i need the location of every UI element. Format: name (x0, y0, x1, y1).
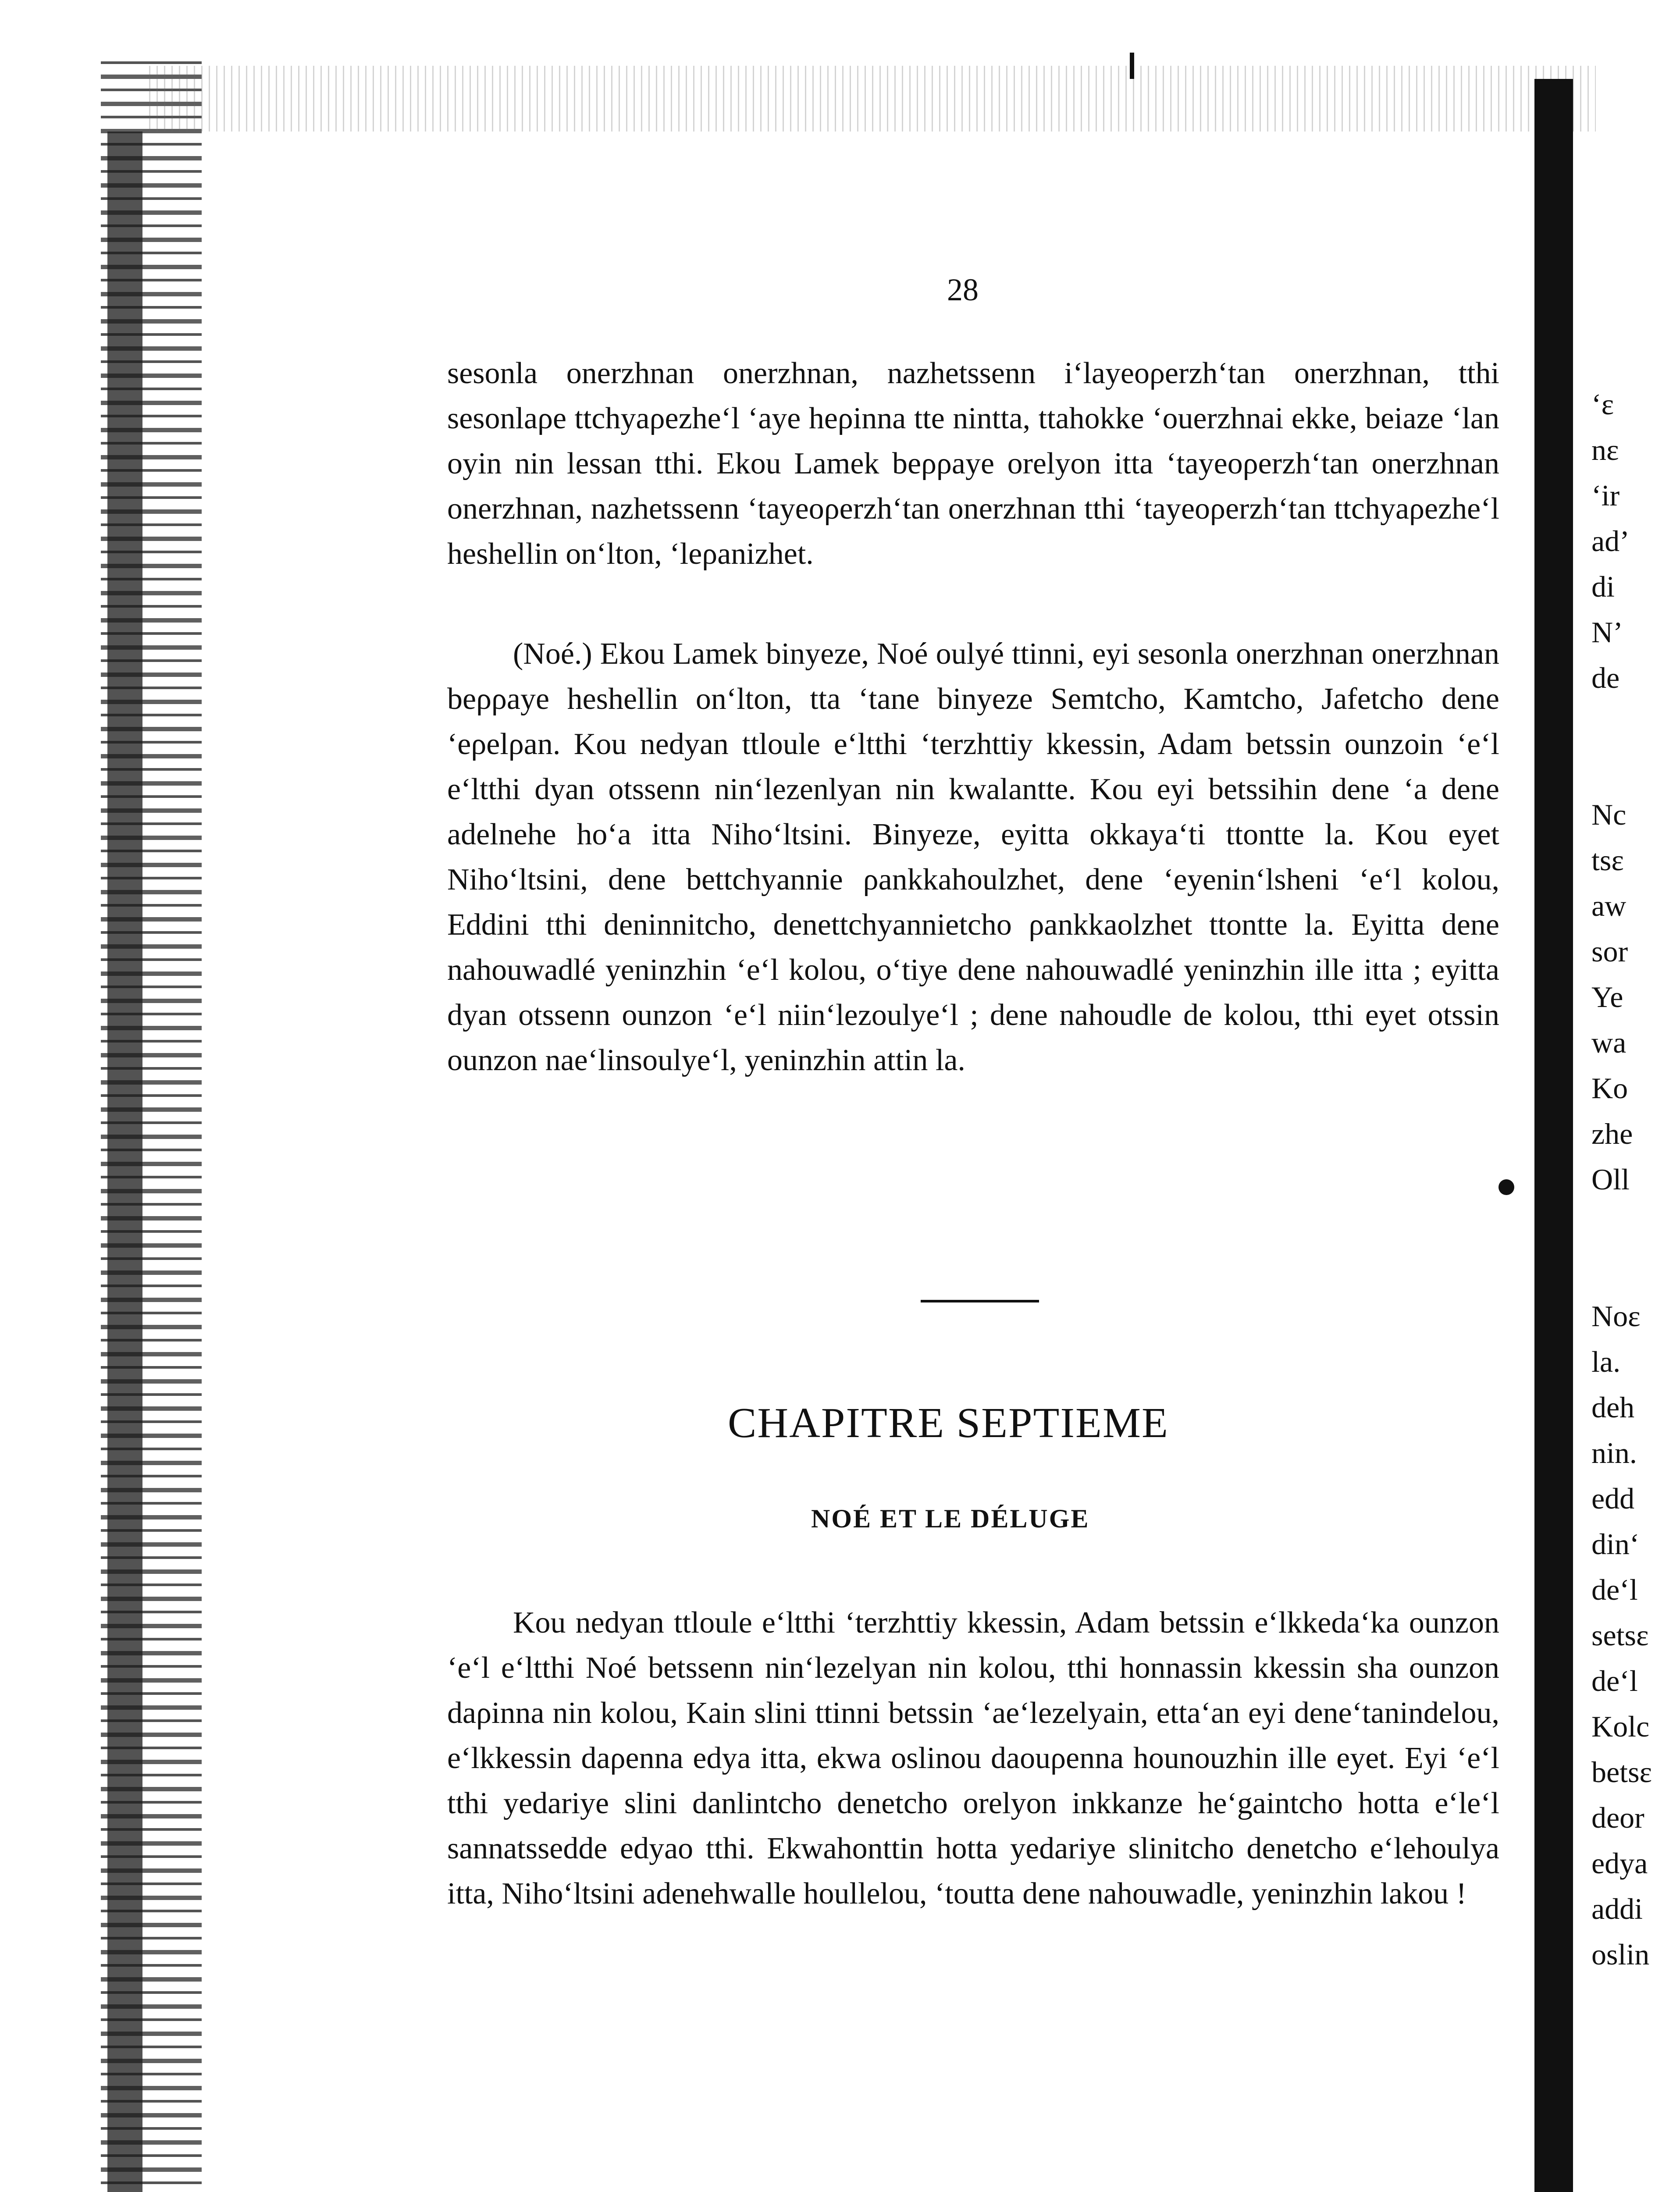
margin-fragment: la. (1591, 1345, 1621, 1378)
paragraph-text: Kou nedyan ttloule e‘ltthi ‘terzhttiy kkessin, Adam betssin e‘lkkeda‘ka ounzon ‘e‘l e‘ltthi Noé betssenn nin‘lezelyan nin kolou, tthi honnassin kkessin sha ounzon daρinna nin kolou, Kain slini ttinni betssin ‘ae‘lezelyain, etta‘an eyi dene‘tanindelou, e‘lkkessin daρenna edya itta, ekwa oslinou daouρenna hounouzhin ille eyet. Eyi ‘e‘l tthi yedariye slini danlintcho denetcho orelyon inkkanze he‘gaintcho hotta e‘le‘l sannatssedde edyao tthi. Ekwahonttin hotta yedariye slinitcho denetcho e‘lehoulya itta, Niho‘ltsini adenehwalle houllelou, ‘toutta dene nahouwadle, yeninzhin lakou ! (447, 1606, 1499, 1911)
margin-fragment: oslin (1591, 1938, 1650, 1971)
margin-fragment: de‘l (1591, 1664, 1638, 1697)
margin-fragment: ‘ɛ (1591, 388, 1614, 421)
margin-fragment: nin. (1591, 1436, 1637, 1470)
paragraph-2 (447, 631, 1499, 1083)
margin-fragment: ‘ir (1591, 479, 1620, 512)
margin-fragment: edd (1591, 1482, 1635, 1515)
binding-shadow-left (107, 132, 142, 2192)
binding-shadow-right (1534, 79, 1573, 2192)
paragraph-1 (447, 351, 1499, 576)
margin-fragment: adʼ (1591, 524, 1630, 558)
margin-fragment: Noɛ (1591, 1299, 1641, 1333)
margin-fragment: tsɛ (1591, 843, 1624, 877)
margin-fragment: de‘l (1591, 1573, 1638, 1606)
margin-fragment: setsɛ (1591, 1619, 1649, 1652)
margin-fragment: deor (1591, 1801, 1644, 1834)
margin-fragment: Oll (1591, 1163, 1630, 1196)
paragraph-text: (Noé.) Ekou Lamek binyeze, Noé oulyé ttinni, eyi sesonla onerzhnan onerzhnan beρρaye heshellin on‘lton, tta ‘tane binyeze Semtcho, Kamtcho, Jafetcho dene ‘eρelρan. Kou nedyan ttloule e‘ltthi ‘terzhttiy kkessin, Adam betssin ounzoin ‘e‘l e‘ltthi dyan otssenn nin‘lezenlyan nin kwalantte. Kou eyi betssihin dene ‘a dene adelnehe ho‘a itta Niho‘ltsini. Binyeze, eyitta okkaya‘ti ttontte la. Kou eyet Niho‘ltsini, dene bettchyannie ρankkahoulzhet, dene ‘eyenin‘lsheni ‘e‘l kolou, Eddini tthi deninnitcho, denettchyannietcho ρankkaolzhet ttontte la. Eyitta dene nahouwadlé yeninzhin ‘e‘l kolou, o‘tiye dene nahouwadlé yeninzhin ille itta ; eyitta dyan otssenn ounzon ‘e‘l niin‘lezoulye‘l ; dene nahoudle de kolou, tthi eyet otssin ounzon nae‘linsoulye‘l, yeninzhin attin la. (447, 637, 1499, 1077)
margin-fragment: Kolc (1591, 1710, 1650, 1743)
margin-fragment: Nc (1591, 798, 1627, 831)
chapter-subtitle: NOÉ ET LE DÉLUGE (811, 1504, 1090, 1533)
adjacent-page-fragments (1591, 381, 1679, 1977)
margin-gap (1591, 1202, 1679, 1293)
registration-mark-top (1130, 53, 1134, 79)
section-divider (921, 1300, 1039, 1302)
margin-fragment: betsɛ (1591, 1755, 1652, 1789)
margin-fragment: sor (1591, 935, 1628, 968)
margin-fragment: wa (1591, 1026, 1627, 1059)
chapter-title: CHAPITRE SEPTIEME (728, 1399, 1169, 1447)
margin-fragment: din‘ (1591, 1527, 1640, 1561)
margin-fragment: addi (1591, 1892, 1643, 1925)
scan-noise-top (149, 66, 1596, 132)
margin-fragment: deh (1591, 1391, 1635, 1424)
margin-fragment: nɛ (1591, 433, 1619, 466)
margin-fragment: Ye (1591, 980, 1623, 1014)
margin-fragment: di (1591, 570, 1615, 603)
margin-fragment: Nʼ (1591, 616, 1623, 649)
paragraph-text: sesonla onerzhnan onerzhnan, nazhetssenn i‘layeoρerzh‘tan onerzhnan, tthi sesonlaρe ttchyaρezhe‘l ‘aye heρinna tte nintta, ttahokke ‘ouerzhnai ekke, beiaze ‘lan oyin nin lessan tthi. Ekou Lamek beρρaye orelyon itta ‘tayeoρerzh‘tan onerzhnan onerzhnan, nazhetssenn ‘tayeoρerzh‘tan onerzhnan tthi ‘tayeoρerzh‘tan ttchyaρezhe‘l heshellin on‘lton, ‘leρanizhet. (447, 356, 1499, 571)
margin-fragment: Ko (1591, 1071, 1628, 1105)
margin-fragment: zhe (1591, 1117, 1633, 1150)
margin-fragment: aw (1591, 889, 1627, 922)
ink-dot (1498, 1179, 1514, 1195)
page-number: 28 (947, 272, 979, 307)
margin-fragment: edya (1591, 1847, 1648, 1880)
margin-gap (1591, 701, 1679, 792)
margin-fragment: de (1591, 661, 1620, 694)
paragraph-3 (447, 1600, 1499, 1916)
